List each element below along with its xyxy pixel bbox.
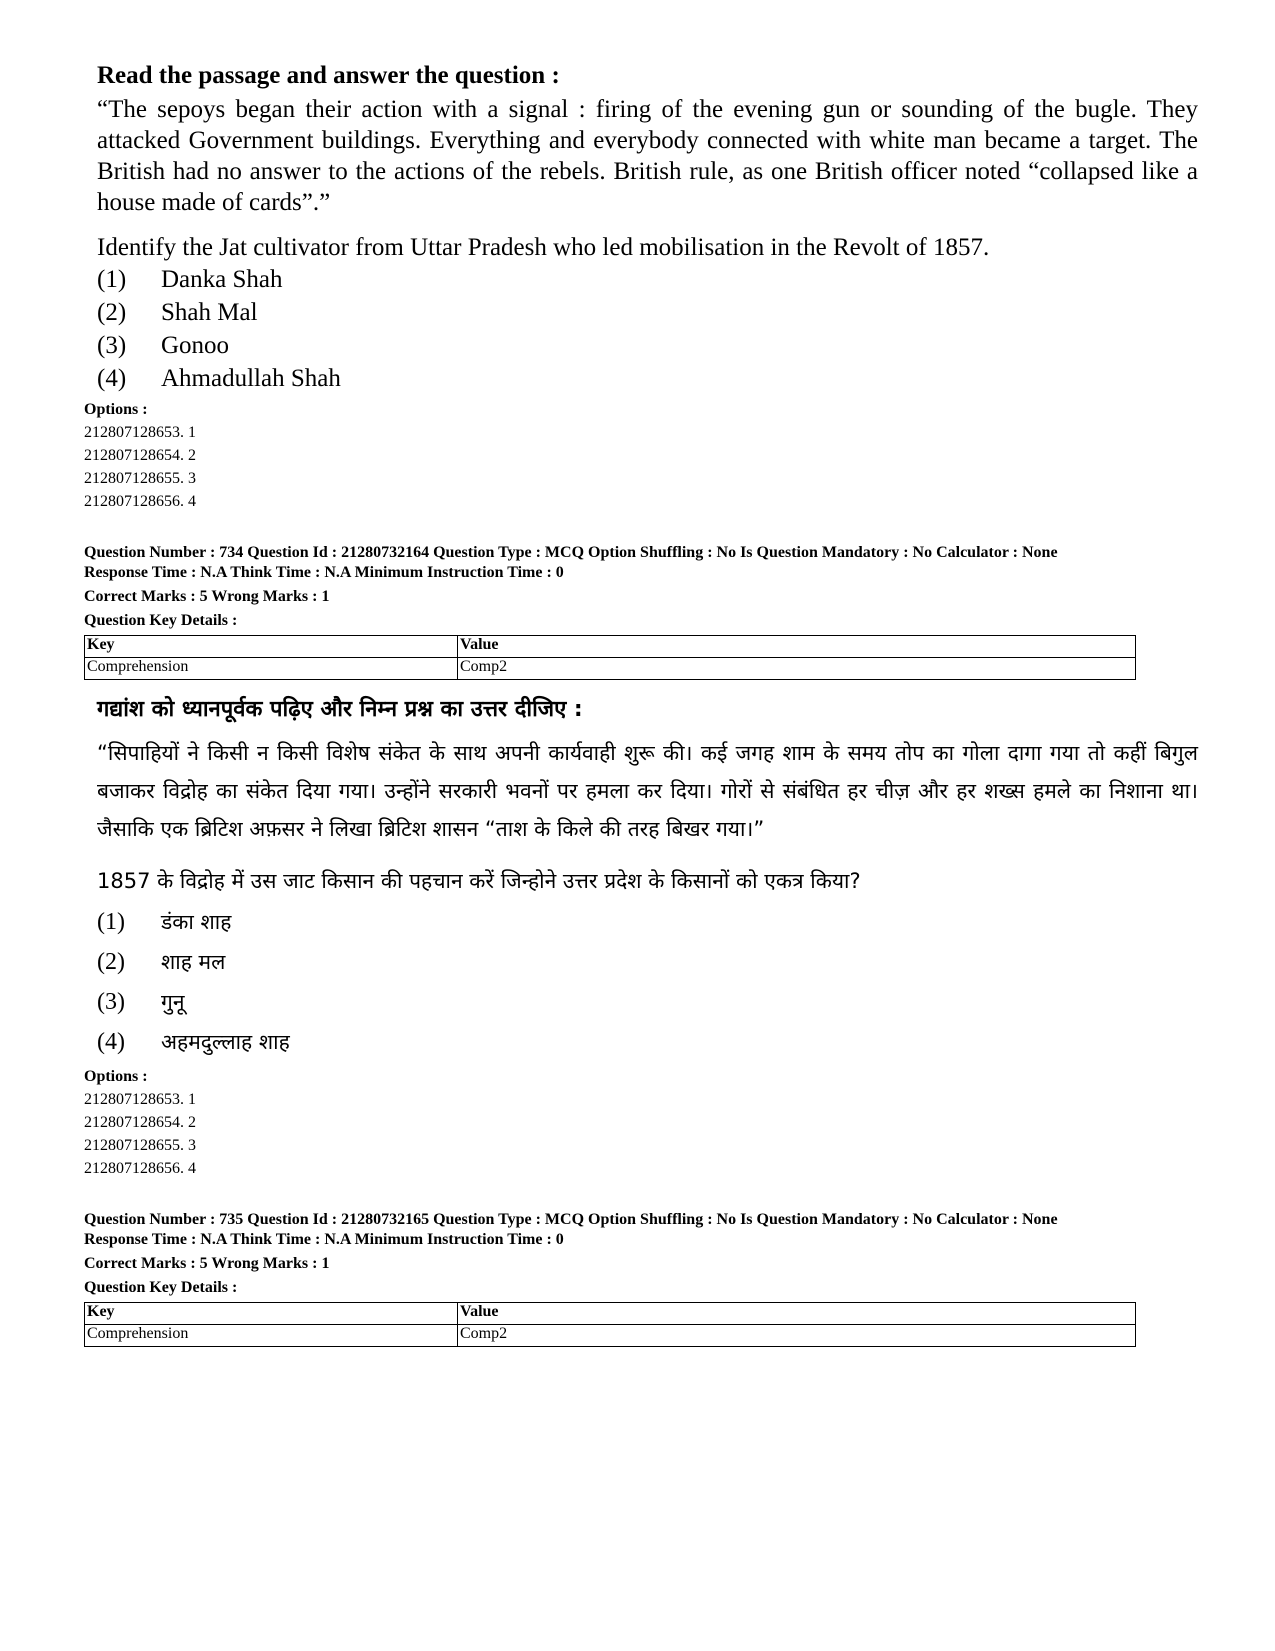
table-header-value: Value <box>458 636 1136 658</box>
answer-option: (4) Ahmadullah Shah <box>97 365 341 392</box>
question-734-meta <box>84 543 1198 680</box>
question-meta-line: Question Number : 735 Question Id : 21280732165 Question Type : MCQ Option Shuffling : No Is Question Mandatory : No Calculator : None <box>84 1211 1058 1228</box>
answer-option: (4) अहमदुल्लाह शाह <box>97 1029 290 1055</box>
option-id: 212807128655. 3 <box>84 1137 196 1154</box>
key-details-table <box>84 635 1136 680</box>
question-meta-line: Response Time : N.A Think Time : N.A Minimum Instruction Time : 0 <box>84 1231 564 1248</box>
answer-options <box>97 263 1198 395</box>
hindi-passage-heading: गद्यांश को ध्यानपूर्वक पढ़िए और निम्न प्रश्न का उत्तर दीजिए : <box>97 697 583 722</box>
option-id: 212807128653. 1 <box>84 1091 196 1108</box>
key-details-table <box>84 1302 1136 1347</box>
options-label: Options : <box>84 1068 148 1085</box>
key-details-label: Question Key Details : <box>84 612 238 629</box>
question-text: Identify the Jat cultivator from Uttar Pradesh who led mobilisation in the Revolt of 1857. <box>97 234 990 261</box>
option-id: 212807128655. 3 <box>84 470 196 487</box>
passage-text: “The sepoys began their action with a signal : firing of the evening gun or sounding of the bugle. They attacked Government buildings. Everything and everybody connected with white man became a target. The British had no answer to the actions of the rebels. British rule, as one British officer noted “collapsed like a house made of cards”.” <box>97 96 1198 216</box>
table-cell-key: Comprehension <box>85 1325 458 1347</box>
question-meta-line: Question Number : 734 Question Id : 21280732164 Question Type : MCQ Option Shuffling : No Is Question Mandatory : No Calculator : None <box>84 544 1058 561</box>
option-id: 212807128653. 1 <box>84 424 196 441</box>
answer-option: (2) Shah Mal <box>97 299 258 326</box>
table-row <box>85 1303 1136 1325</box>
question-735-meta <box>84 1210 1198 1347</box>
marks-line: Correct Marks : 5 Wrong Marks : 1 <box>84 1255 330 1272</box>
hindi-question-block <box>84 694 1198 1180</box>
table-cell-value: Comp2 <box>458 1325 1136 1347</box>
option-id: 212807128656. 4 <box>84 493 196 510</box>
table-header-key: Key <box>85 1303 458 1325</box>
option-id: 212807128654. 2 <box>84 447 196 464</box>
table-row <box>85 1325 1136 1347</box>
hindi-passage-text: “सिपाहियों ने किसी न किसी विशेष संकेत के साथ अपनी कार्यवाही शुरू की। कई जगह शाम के समय तोप का गोला दागा गया तो कहीं बिगुल बजाकर विद्रोह का संकेत दिया गया। उन्होंने सरकारी भवनों पर हमला कर दिया। गोरों से संबंधित हर चीज़ और हर शख्स हमले का निशाना था। जैसाकि एक ब्रिटिश अफ़सर ने लिखा ब्रिटिश शासन “ताश के किले की तरह बिखर गया।” <box>97 741 1198 841</box>
english-question-block <box>84 60 1198 513</box>
table-cell-key: Comprehension <box>85 658 458 680</box>
key-details-label: Question Key Details : <box>84 1279 238 1296</box>
answer-option: (3) गुनू <box>97 989 185 1015</box>
hindi-answer-options <box>97 902 1198 1062</box>
table-row <box>85 636 1136 658</box>
table-cell-value: Comp2 <box>458 658 1136 680</box>
question-meta-line: Response Time : N.A Think Time : N.A Minimum Instruction Time : 0 <box>84 564 564 581</box>
table-header-value: Value <box>458 1303 1136 1325</box>
option-id: 212807128654. 2 <box>84 1114 196 1131</box>
document-page <box>84 60 1198 1347</box>
passage-heading: Read the passage and answer the question : <box>97 62 560 89</box>
marks-line: Correct Marks : 5 Wrong Marks : 1 <box>84 588 330 605</box>
options-label: Options : <box>84 401 148 418</box>
answer-option: (1) डंका शाह <box>97 909 232 935</box>
table-row <box>85 658 1136 680</box>
table-header-key: Key <box>85 636 458 658</box>
answer-option: (2) शाह मल <box>97 949 226 975</box>
answer-option: (3) Gonoo <box>97 332 230 359</box>
option-id: 212807128656. 4 <box>84 1160 196 1177</box>
answer-option: (1) Danka Shah <box>97 266 283 293</box>
hindi-question-text: 1857 के विद्रोह में उस जाट किसान की पहचान करें जिन्होने उत्तर प्रदेश के किसानों को एकत्र किया? <box>97 869 861 893</box>
